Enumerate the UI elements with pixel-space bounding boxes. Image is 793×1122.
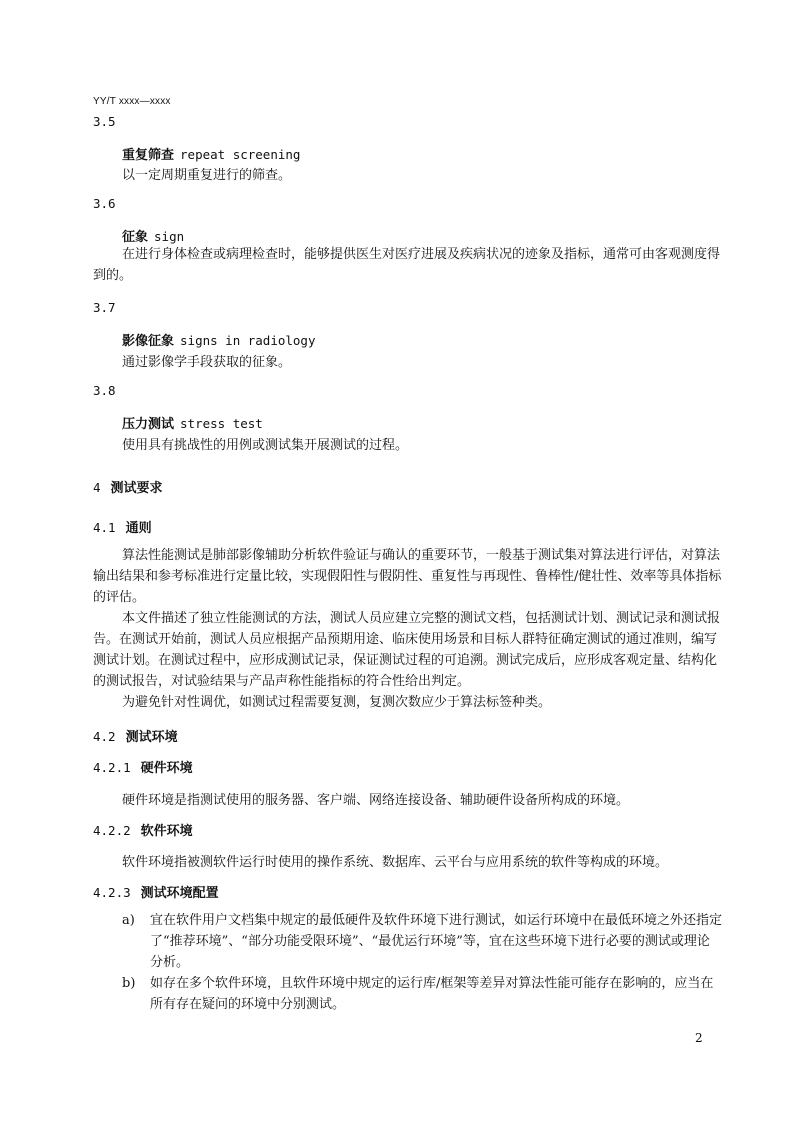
term-definition: 使用具有挑战性的用例或测试集开展测试的过程。 — [122, 438, 409, 453]
section-heading — [93, 726, 178, 745]
subsection-heading — [93, 882, 219, 901]
paragraph: 算法性能测试是肺部影像辅助分析软件验证与确认的重要环节，一般基于测试集对算法进行评估，对算法输出结果和参考标准进行定量比较，实现假阳性与假阴性、重复性与再现性、鲁棒性/健壮性、效率等具体指标的评估。 — [93, 548, 722, 605]
term-title — [122, 226, 184, 245]
list-marker: b) — [122, 976, 136, 991]
term-english: repeat screening — [180, 147, 301, 162]
term-chinese: 征象 — [122, 230, 149, 245]
page-number: 2 — [695, 1031, 703, 1045]
section-number: 4.2.2 — [93, 823, 131, 838]
section-title: 测试要求 — [110, 481, 163, 496]
term-title — [122, 144, 300, 163]
subsection-heading — [93, 820, 193, 839]
term-definition: 在进行身体检查或病理检查时，能够提供医生对医疗进展及疾病状况的迹象及指标，通常可由客观测度得到的。 — [93, 247, 721, 283]
term-chinese: 重复筛查 — [122, 148, 175, 163]
section-heading — [93, 477, 163, 496]
paragraph: 为避免针对性调优，如测试过程需要复测，复测次数应少于算法标签种类。 — [122, 695, 552, 710]
subsection-heading — [93, 757, 193, 776]
term-number: 3.7 — [93, 300, 116, 315]
section-title: 测试环境配置 — [140, 886, 219, 901]
term-english: sign — [154, 229, 185, 244]
list-item — [122, 910, 722, 973]
term-number: 3.6 — [93, 196, 116, 211]
document-code-header: YY/T xxxx—xxxx — [93, 96, 171, 107]
term-title — [122, 413, 263, 432]
term-english: signs in radiology — [180, 333, 316, 348]
list-item — [122, 973, 722, 1015]
list-item-text: 宜在软件用户文档集中规定的最低硬件及软件环境下进行测试，如运行环境中在最低环境之外还指定了“推荐环境”、“部分功能受限环境”、“最优运行环境”等，宜在这些环境下进行必要的测试或理论分析。 — [150, 913, 723, 970]
paragraph: 软件环境指被测软件运行时使用的操作系统、数据库、云平台与应用系统的软件等构成的环境。 — [122, 855, 669, 870]
section-heading — [93, 517, 152, 536]
list-item-text: 如存在多个软件环境，且软件环境中规定的运行库/框架等差异对算法性能可能存在影响的，应当在所有存在疑问的环境中分别测试。 — [150, 976, 714, 1012]
section-number: 4.2.1 — [93, 760, 131, 775]
section-title: 测试环境 — [125, 730, 178, 745]
section-number: 4.1 — [93, 520, 116, 535]
section-number: 4.2.3 — [93, 885, 131, 900]
term-number: 3.8 — [93, 383, 116, 398]
section-title: 硬件环境 — [140, 761, 193, 776]
term-definition: 以一定周期重复进行的筛查。 — [122, 168, 292, 183]
paragraph: 本文件描述了独立性能测试的方法，测试人员应建立完整的测试文档，包括测试计划、测试记录和测试报告。在测试开始前，测试人员应根据产品预期用途、临床使用场景和目标人群特征确定测试的通过准则，编写测试计划。在测试过程中，应形成测试记录，保证测试过程的可追溯。测试完成后，应形成客观定量、结构化的测试报告，对试验结果与产品声称性能指标的符合性给出判定。 — [93, 611, 721, 689]
term-definition: 通过影像学手段获取的征象。 — [122, 355, 292, 370]
list-marker: a) — [122, 913, 135, 928]
section-title: 通则 — [125, 521, 152, 536]
section-title: 软件环境 — [140, 824, 193, 839]
section-number: 4 — [93, 480, 101, 495]
term-chinese: 影像征象 — [122, 334, 175, 349]
term-number: 3.5 — [93, 114, 116, 129]
term-english: stress test — [180, 416, 263, 431]
paragraph: 硬件环境是指测试使用的服务器、客户端、网络连接设备、辅助硬件设备所构成的环境。 — [122, 793, 630, 808]
term-chinese: 压力测试 — [122, 417, 175, 432]
term-title — [122, 330, 315, 349]
section-number: 4.2 — [93, 729, 116, 744]
